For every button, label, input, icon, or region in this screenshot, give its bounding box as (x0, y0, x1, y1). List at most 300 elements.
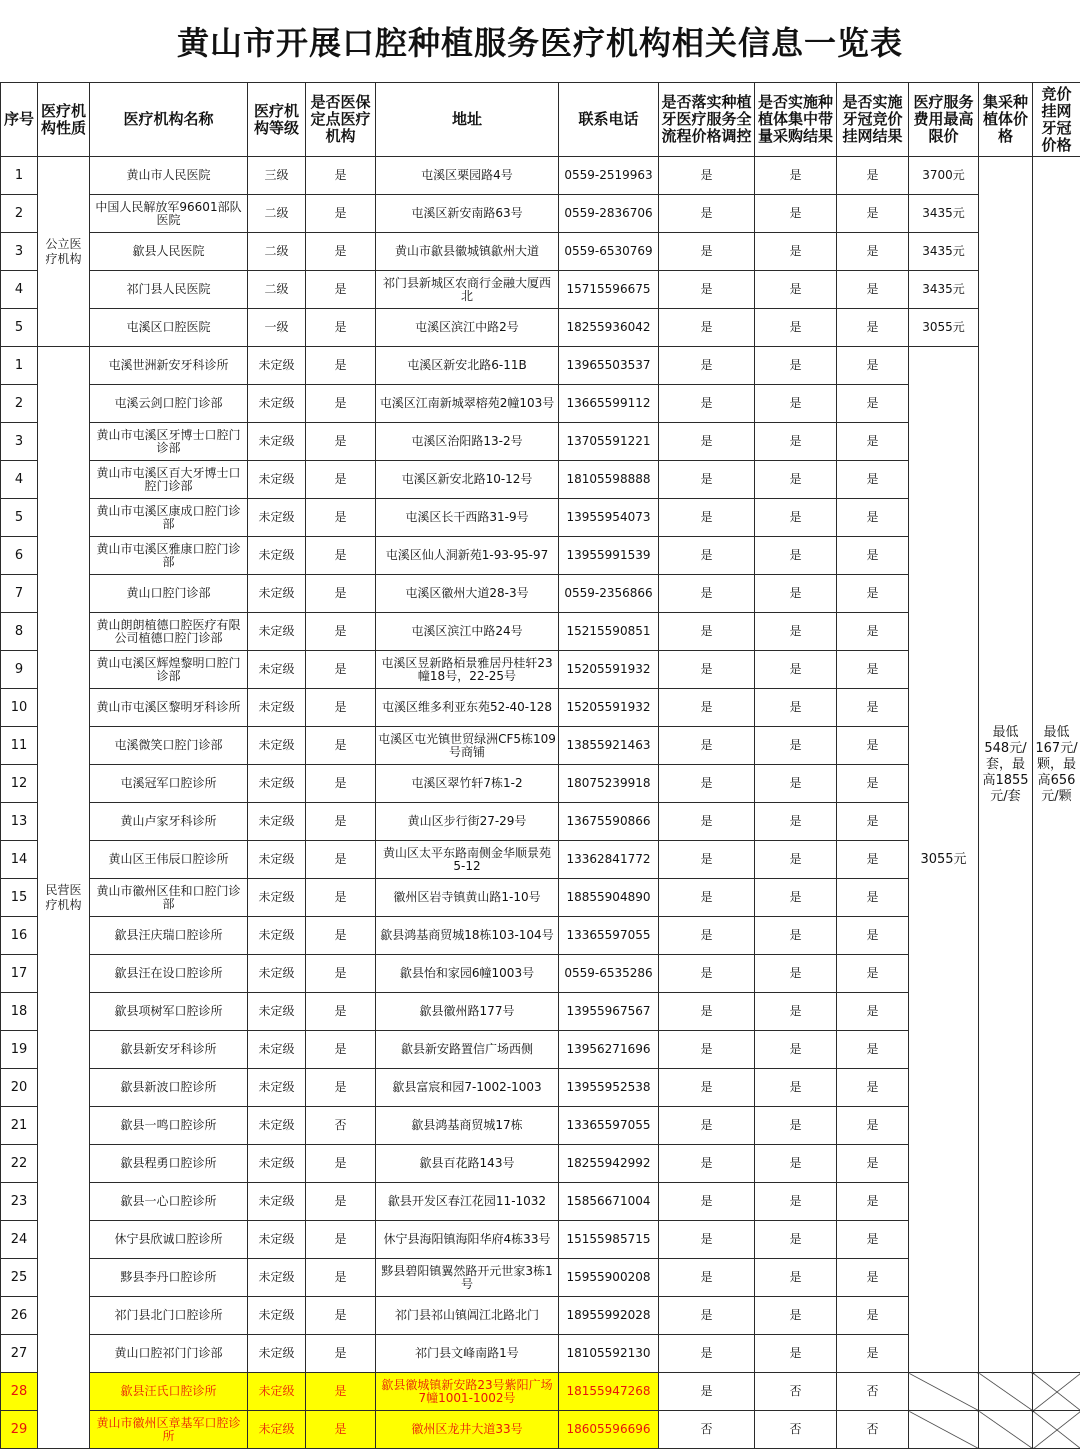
header-phone: 联系电话 (559, 83, 659, 157)
crown-listing-cell: 是 (837, 575, 909, 613)
phone-cell: 18255942992 (559, 1145, 659, 1183)
address-cell: 屯溪区新安南路63号 (376, 195, 559, 233)
price-control-cell: 是 (659, 727, 755, 765)
level-cell: 未定级 (248, 1069, 306, 1107)
phone-cell: 18605596696 (559, 1411, 659, 1449)
address-cell: 歙县怡和家园6幢1003号 (376, 955, 559, 993)
crown-listing-cell: 是 (837, 993, 909, 1031)
insured-cell: 是 (306, 651, 376, 689)
seq-cell: 25 (1, 1259, 38, 1297)
price-control-cell: 是 (659, 1107, 755, 1145)
insured-cell: 是 (306, 1297, 376, 1335)
insured-cell: 是 (306, 271, 376, 309)
seq-cell: 23 (1, 1183, 38, 1221)
phone-cell: 15205591932 (559, 689, 659, 727)
level-cell: 未定级 (248, 993, 306, 1031)
phone-cell: 15856671004 (559, 1183, 659, 1221)
address-cell: 屯溪区仙人洞新苑1-93-95-97 (376, 537, 559, 575)
seq-cell: 2 (1, 385, 38, 423)
phone-cell: 18105598888 (559, 461, 659, 499)
price-control-cell: 是 (659, 1259, 755, 1297)
price-control-cell: 是 (659, 955, 755, 993)
clinic-name-cell: 黄山市人民医院 (90, 157, 248, 195)
level-cell: 未定级 (248, 651, 306, 689)
insured-cell: 是 (306, 765, 376, 803)
clinic-name-cell: 黄山区王伟辰口腔诊所 (90, 841, 248, 879)
central-purchase-cell: 是 (755, 537, 837, 575)
clinic-name-cell: 黄山口腔祁门门诊部 (90, 1335, 248, 1373)
crown-listing-cell: 是 (837, 1297, 909, 1335)
clinic-name-cell: 黄山市徽州区章基军口腔诊所 (90, 1411, 248, 1449)
price-control-cell: 是 (659, 195, 755, 233)
central-purchase-cell: 是 (755, 423, 837, 461)
clinic-name-cell: 歙县汪庆瑞口腔诊所 (90, 917, 248, 955)
seq-cell: 21 (1, 1107, 38, 1145)
crown-listing-cell: 是 (837, 385, 909, 423)
address-cell: 黟县碧阳镇翼然路开元世家3栋1号 (376, 1259, 559, 1297)
address-cell: 歙县徽州路177号 (376, 993, 559, 1031)
address-cell: 徽州区龙井大道33号 (376, 1411, 559, 1449)
insured-cell: 是 (306, 575, 376, 613)
central-purchase-cell: 否 (755, 1411, 837, 1449)
insured-cell: 是 (306, 689, 376, 727)
highlighted-table-row (1, 1373, 1080, 1411)
private-max-fee-cell: 3055元 (909, 347, 979, 1373)
central-purchase-cell: 是 (755, 841, 837, 879)
clinic-name-cell: 黄山屯溪区辉煌黎明口腔门诊部 (90, 651, 248, 689)
phone-cell: 0559-2356866 (559, 575, 659, 613)
seq-cell: 1 (1, 157, 38, 195)
level-cell: 二级 (248, 271, 306, 309)
seq-cell: 3 (1, 423, 38, 461)
level-cell: 未定级 (248, 1259, 306, 1297)
seq-cell: 24 (1, 1221, 38, 1259)
max-fee-cell: 3435元 (909, 271, 979, 309)
seq-cell: 13 (1, 803, 38, 841)
header-seq: 序号 (1, 83, 38, 157)
insured-cell: 是 (306, 385, 376, 423)
insured-cell: 是 (306, 879, 376, 917)
phone-cell: 0559-2836706 (559, 195, 659, 233)
phone-cell: 13855921463 (559, 727, 659, 765)
level-cell: 未定级 (248, 879, 306, 917)
central-purchase-cell: 是 (755, 347, 837, 385)
price-control-cell: 是 (659, 461, 755, 499)
phone-cell: 15205591932 (559, 651, 659, 689)
table-row (1, 271, 1080, 309)
address-cell: 歙县鸿基商贸城18栋103-104号 (376, 917, 559, 955)
central-purchase-cell: 是 (755, 1107, 837, 1145)
header-insured: 是否医保定点医疗机构 (306, 83, 376, 157)
level-cell: 未定级 (248, 499, 306, 537)
phone-cell: 13362841772 (559, 841, 659, 879)
crown-listing-cell: 是 (837, 803, 909, 841)
header-nature: 医疗机构性质 (38, 83, 90, 157)
crown-listing-cell: 是 (837, 1221, 909, 1259)
level-cell: 未定级 (248, 803, 306, 841)
address-cell: 屯溪区昱新路栢景雅居丹桂轩23幢18号，22-25号 (376, 651, 559, 689)
address-cell: 屯溪区屯光镇世贸绿洲CF5栋109号商铺 (376, 727, 559, 765)
address-cell: 休宁县海阳镇海阳华府4栋33号 (376, 1221, 559, 1259)
insured-cell: 是 (306, 803, 376, 841)
header-crown-listing: 是否实施牙冠竞价挂网结果 (837, 83, 909, 157)
level-cell: 未定级 (248, 1297, 306, 1335)
header-implant-price: 集采种植体价格 (979, 83, 1033, 157)
address-cell: 歙县开发区春江花园11-1032 (376, 1183, 559, 1221)
seq-cell: 11 (1, 727, 38, 765)
seq-cell: 6 (1, 537, 38, 575)
clinic-name-cell: 黄山口腔门诊部 (90, 575, 248, 613)
address-cell: 屯溪区栗园路4号 (376, 157, 559, 195)
central-purchase-cell: 是 (755, 1259, 837, 1297)
table-row (1, 195, 1080, 233)
clinic-name-cell: 歙县一鸣口腔诊所 (90, 1107, 248, 1145)
crown-listing-cell: 是 (837, 1335, 909, 1373)
level-cell: 一级 (248, 309, 306, 347)
price-control-cell: 是 (659, 1221, 755, 1259)
level-cell: 未定级 (248, 1183, 306, 1221)
clinic-name-cell: 黄山市屯溪区雅康口腔门诊部 (90, 537, 248, 575)
insured-cell: 是 (306, 993, 376, 1031)
price-control-cell: 否 (659, 1411, 755, 1449)
seq-cell: 15 (1, 879, 38, 917)
level-cell: 二级 (248, 195, 306, 233)
clinic-name-cell: 黄山市屯溪区黎明牙科诊所 (90, 689, 248, 727)
level-cell: 未定级 (248, 1411, 306, 1449)
insured-cell: 是 (306, 955, 376, 993)
address-cell: 屯溪区徽州大道28-3号 (376, 575, 559, 613)
central-purchase-cell: 是 (755, 233, 837, 271)
header-name: 医疗机构名称 (90, 83, 248, 157)
table-row (1, 233, 1080, 271)
seq-cell: 16 (1, 917, 38, 955)
table-row (1, 309, 1080, 347)
clinic-name-cell: 歙县项树军口腔诊所 (90, 993, 248, 1031)
central-purchase-cell: 是 (755, 1297, 837, 1335)
phone-cell: 13956271696 (559, 1031, 659, 1069)
price-control-cell: 是 (659, 423, 755, 461)
level-cell: 未定级 (248, 1145, 306, 1183)
address-cell: 黄山区太平东路南侧金华顺景苑5-12 (376, 841, 559, 879)
level-cell: 未定级 (248, 917, 306, 955)
central-purchase-cell: 是 (755, 271, 837, 309)
insured-cell: 是 (306, 233, 376, 271)
insured-cell: 是 (306, 1145, 376, 1183)
phone-cell: 15155985715 (559, 1221, 659, 1259)
central-purchase-cell: 是 (755, 157, 837, 195)
level-cell: 未定级 (248, 461, 306, 499)
price-control-cell: 是 (659, 841, 755, 879)
central-purchase-cell: 是 (755, 917, 837, 955)
seq-cell: 4 (1, 461, 38, 499)
address-cell: 屯溪区新安北路10-12号 (376, 461, 559, 499)
table-row (1, 347, 1080, 385)
clinic-name-cell: 祁门县北门口腔诊所 (90, 1297, 248, 1335)
level-cell: 未定级 (248, 613, 306, 651)
crown-listing-cell: 是 (837, 1183, 909, 1221)
phone-cell: 0559-6535286 (559, 955, 659, 993)
max-fee-cell: 3435元 (909, 233, 979, 271)
insured-cell: 否 (306, 1107, 376, 1145)
level-cell: 未定级 (248, 689, 306, 727)
address-cell: 歙县鸿基商贸城17栋 (376, 1107, 559, 1145)
clinic-name-cell: 黟县李丹口腔诊所 (90, 1259, 248, 1297)
seq-cell: 5 (1, 499, 38, 537)
central-purchase-cell: 是 (755, 385, 837, 423)
header-address: 地址 (376, 83, 559, 157)
crown-listing-cell: 是 (837, 1069, 909, 1107)
price-control-cell: 是 (659, 689, 755, 727)
insured-cell: 是 (306, 1335, 376, 1373)
phone-cell: 13665599112 (559, 385, 659, 423)
insured-cell: 是 (306, 461, 376, 499)
insured-cell: 是 (306, 613, 376, 651)
central-purchase-cell: 是 (755, 689, 837, 727)
phone-cell: 13365597055 (559, 917, 659, 955)
crown-listing-cell: 是 (837, 1107, 909, 1145)
level-cell: 二级 (248, 233, 306, 271)
crown-listing-cell: 是 (837, 347, 909, 385)
header-level: 医疗机构等级 (248, 83, 306, 157)
clinic-name-cell: 中国人民解放军96601部队医院 (90, 195, 248, 233)
clinic-name-cell: 歙县新安牙科诊所 (90, 1031, 248, 1069)
crown-listing-cell: 是 (837, 841, 909, 879)
header-price-control: 是否落实种植牙医疗服务全流程价格调控 (659, 83, 755, 157)
central-purchase-cell: 是 (755, 765, 837, 803)
crown-listing-cell: 是 (837, 423, 909, 461)
central-purchase-cell: 是 (755, 803, 837, 841)
header-max-fee: 医疗服务费用最高限价 (909, 83, 979, 157)
address-cell: 屯溪区维多利亚东苑52-40-128 (376, 689, 559, 727)
central-purchase-cell: 是 (755, 575, 837, 613)
clinic-info-table (0, 82, 1080, 1449)
price-control-cell: 是 (659, 499, 755, 537)
level-cell: 未定级 (248, 423, 306, 461)
level-cell: 未定级 (248, 1221, 306, 1259)
phone-cell: 15715596675 (559, 271, 659, 309)
price-control-cell: 是 (659, 575, 755, 613)
price-control-cell: 是 (659, 347, 755, 385)
seq-cell: 7 (1, 575, 38, 613)
clinic-name-cell: 黄山市屯溪区百大牙博士口腔门诊部 (90, 461, 248, 499)
crown-listing-cell: 是 (837, 157, 909, 195)
seq-cell: 1 (1, 347, 38, 385)
max-fee-na-cell (909, 1411, 979, 1449)
seq-cell: 18 (1, 993, 38, 1031)
crown-listing-cell: 是 (837, 1259, 909, 1297)
seq-cell: 3 (1, 233, 38, 271)
phone-cell: 0559-6530769 (559, 233, 659, 271)
seq-cell: 8 (1, 613, 38, 651)
phone-cell: 18855904890 (559, 879, 659, 917)
nature-private-cell: 民营医疗机构 (38, 347, 90, 1449)
clinic-name-cell: 歙县程勇口腔诊所 (90, 1145, 248, 1183)
table-row (1, 157, 1080, 195)
crown-price-na-cell (1033, 1373, 1080, 1411)
address-cell: 屯溪区滨江中路2号 (376, 309, 559, 347)
max-fee-cell: 3700元 (909, 157, 979, 195)
central-purchase-cell: 是 (755, 993, 837, 1031)
seq-cell: 26 (1, 1297, 38, 1335)
clinic-name-cell: 黄山市屯溪区康成口腔门诊部 (90, 499, 248, 537)
phone-cell: 13955954073 (559, 499, 659, 537)
central-purchase-cell: 是 (755, 955, 837, 993)
phone-cell: 15215590851 (559, 613, 659, 651)
phone-cell: 13955991539 (559, 537, 659, 575)
level-cell: 未定级 (248, 575, 306, 613)
central-purchase-cell: 是 (755, 879, 837, 917)
crown-listing-cell: 是 (837, 955, 909, 993)
clinic-name-cell: 黄山卢家牙科诊所 (90, 803, 248, 841)
insured-cell: 是 (306, 841, 376, 879)
crown-listing-cell: 是 (837, 727, 909, 765)
crown-listing-cell: 是 (837, 765, 909, 803)
crown-listing-cell: 是 (837, 1145, 909, 1183)
insured-cell: 是 (306, 423, 376, 461)
price-control-cell: 是 (659, 651, 755, 689)
insured-cell: 是 (306, 1259, 376, 1297)
crown-listing-cell: 是 (837, 1031, 909, 1069)
price-control-cell: 是 (659, 917, 755, 955)
central-purchase-cell: 是 (755, 1145, 837, 1183)
price-control-cell: 是 (659, 385, 755, 423)
clinic-name-cell: 屯溪区口腔医院 (90, 309, 248, 347)
price-control-cell: 是 (659, 309, 755, 347)
insured-cell: 是 (306, 195, 376, 233)
price-control-cell: 是 (659, 271, 755, 309)
crown-price-cell: 最低167元/颗，最高656元/颗 (1033, 157, 1080, 1373)
level-cell: 未定级 (248, 1031, 306, 1069)
address-cell: 屯溪区江南新城翠榕苑2幢103号 (376, 385, 559, 423)
level-cell: 未定级 (248, 347, 306, 385)
level-cell: 未定级 (248, 841, 306, 879)
price-control-cell: 是 (659, 613, 755, 651)
header-central-purchase: 是否实施种植体集中带量采购结果 (755, 83, 837, 157)
level-cell: 未定级 (248, 955, 306, 993)
crown-listing-cell: 是 (837, 917, 909, 955)
level-cell: 未定级 (248, 1107, 306, 1145)
crown-price-na-cell (1033, 1411, 1080, 1449)
central-purchase-cell: 否 (755, 1373, 837, 1411)
phone-cell: 13365597055 (559, 1107, 659, 1145)
address-cell: 祁门县文峰南路1号 (376, 1335, 559, 1373)
level-cell: 未定级 (248, 385, 306, 423)
phone-cell: 15955900208 (559, 1259, 659, 1297)
address-cell: 歙县新安路置信广场西侧 (376, 1031, 559, 1069)
highlighted-table-row (1, 1411, 1080, 1449)
price-control-cell: 是 (659, 1069, 755, 1107)
clinic-name-cell: 歙县汪氏口腔诊所 (90, 1373, 248, 1411)
address-cell: 祁门县新城区农商行金融大厦西北 (376, 271, 559, 309)
phone-cell: 0559-2519963 (559, 157, 659, 195)
insured-cell: 是 (306, 1183, 376, 1221)
clinic-name-cell: 黄山市徽州区佳和口腔门诊部 (90, 879, 248, 917)
level-cell: 未定级 (248, 765, 306, 803)
crown-listing-cell: 否 (837, 1411, 909, 1449)
clinic-name-cell: 黄山朗朗植德口腔医疗有限公司植德口腔门诊部 (90, 613, 248, 651)
crown-listing-cell: 是 (837, 613, 909, 651)
seq-cell: 2 (1, 195, 38, 233)
clinic-name-cell: 歙县新波口腔诊所 (90, 1069, 248, 1107)
max-fee-cell: 3055元 (909, 309, 979, 347)
insured-cell: 是 (306, 727, 376, 765)
seq-cell: 14 (1, 841, 38, 879)
clinic-name-cell: 歙县人民医院 (90, 233, 248, 271)
insured-cell: 是 (306, 1373, 376, 1411)
clinic-name-cell: 屯溪冠军口腔诊所 (90, 765, 248, 803)
clinic-name-cell: 黄山市屯溪区牙博士口腔门诊部 (90, 423, 248, 461)
level-cell: 未定级 (248, 1335, 306, 1373)
max-fee-cell: 3435元 (909, 195, 979, 233)
central-purchase-cell: 是 (755, 727, 837, 765)
crown-listing-cell: 是 (837, 499, 909, 537)
clinic-name-cell: 歙县一心口腔诊所 (90, 1183, 248, 1221)
level-cell: 未定级 (248, 727, 306, 765)
crown-listing-cell: 是 (837, 689, 909, 727)
implant-price-na-cell (979, 1411, 1033, 1449)
phone-cell: 18105592130 (559, 1335, 659, 1373)
phone-cell: 13675590866 (559, 803, 659, 841)
price-control-cell: 是 (659, 1031, 755, 1069)
seq-cell: 19 (1, 1031, 38, 1069)
address-cell: 歙县徽城镇新安路23号紫阳广场7幢1001-1002号 (376, 1373, 559, 1411)
address-cell: 黄山区步行街27-29号 (376, 803, 559, 841)
price-control-cell: 是 (659, 1145, 755, 1183)
address-cell: 屯溪区长干西路31-9号 (376, 499, 559, 537)
phone-cell: 13965503537 (559, 347, 659, 385)
crown-listing-cell: 是 (837, 195, 909, 233)
crown-listing-cell: 是 (837, 651, 909, 689)
seq-cell: 9 (1, 651, 38, 689)
phone-cell: 18255936042 (559, 309, 659, 347)
insured-cell: 是 (306, 1411, 376, 1449)
insured-cell: 是 (306, 1069, 376, 1107)
clinic-name-cell: 屯溪云剑口腔门诊部 (90, 385, 248, 423)
price-control-cell: 是 (659, 993, 755, 1031)
price-control-cell: 是 (659, 1373, 755, 1411)
central-purchase-cell: 是 (755, 1069, 837, 1107)
address-cell: 屯溪区翠竹轩7栋1-2 (376, 765, 559, 803)
crown-listing-cell: 是 (837, 537, 909, 575)
seq-cell: 4 (1, 271, 38, 309)
phone-cell: 18075239918 (559, 765, 659, 803)
clinic-name-cell: 歙县汪在设口腔诊所 (90, 955, 248, 993)
address-cell: 黄山市歙县徽城镇歙州大道 (376, 233, 559, 271)
central-purchase-cell: 是 (755, 1031, 837, 1069)
price-control-cell: 是 (659, 1335, 755, 1373)
address-cell: 徽州区岩寺镇黄山路1-10号 (376, 879, 559, 917)
crown-listing-cell: 是 (837, 461, 909, 499)
address-cell: 祁门县祁山镇阊江北路北门 (376, 1297, 559, 1335)
seq-cell: 27 (1, 1335, 38, 1373)
crown-listing-cell: 是 (837, 271, 909, 309)
header-crown-price: 竞价挂网牙冠价格 (1033, 83, 1080, 157)
central-purchase-cell: 是 (755, 1335, 837, 1373)
seq-cell: 12 (1, 765, 38, 803)
insured-cell: 是 (306, 1031, 376, 1069)
level-cell: 未定级 (248, 1373, 306, 1411)
insured-cell: 是 (306, 1221, 376, 1259)
price-control-cell: 是 (659, 765, 755, 803)
seq-cell: 5 (1, 309, 38, 347)
price-control-cell: 是 (659, 157, 755, 195)
insured-cell: 是 (306, 917, 376, 955)
table-header-row (1, 83, 1080, 157)
seq-cell: 29 (1, 1411, 38, 1449)
clinic-name-cell: 祁门县人民医院 (90, 271, 248, 309)
central-purchase-cell: 是 (755, 499, 837, 537)
insured-cell: 是 (306, 499, 376, 537)
